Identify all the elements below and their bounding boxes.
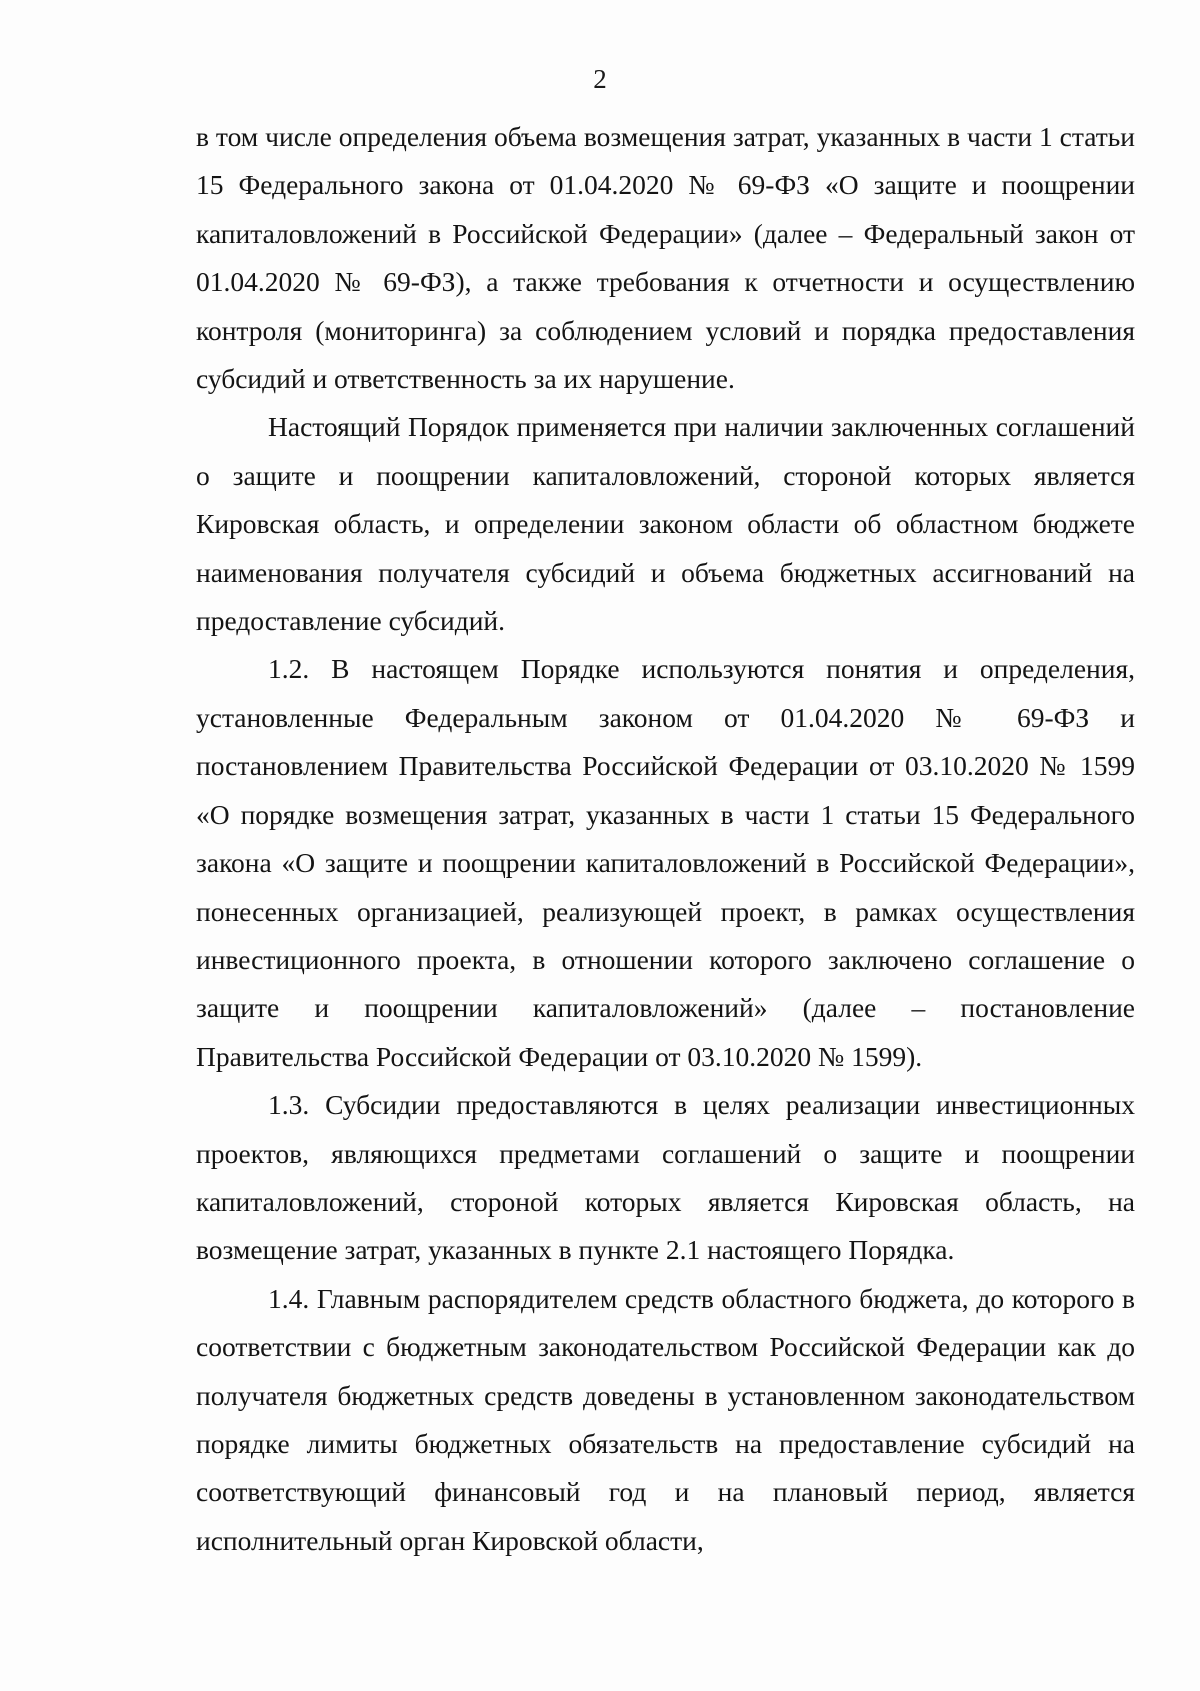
paragraph-1: в том числе определения объема возмещения затрат, указанных в части 1 статьи 15 Федерального закона от 01.04.2020 № 69-ФЗ «О защите и поощрении капиталовложений в Российской Федерации» (далее – Федеральный закон от 01.04.2020 № 69-ФЗ), а также требования к отчетности и осуществлению контроля (мониторинга) за соблюдением условий и порядка предоставления субсидий и ответственность за их нарушение. — [196, 121, 1135, 395]
page-number: 2 — [593, 64, 607, 94]
paragraph-2: Настоящий Порядок применяется при наличии заключенных соглашений о защите и поощрении капиталовложений, стороной которых является Кировская область, и определении законом области об областном бюджете наименования получателя субсидий и объема бюджетных ассигнований на предоставление субсидий. — [196, 411, 1135, 637]
paragraph-5: 1.4. Главным распорядителем средств областного бюджета, до которого в соответствии с бюджетным законодательством Российской Федерации как до получателя бюджетных средств доведены в установленном законодательством порядке лимиты бюджетных обязательств на предоставление субсидий на соответствующий финансовый год и на плановый период, является исполнительный орган Кировской области, — [196, 1282, 1135, 1556]
paragraph-3: 1.2. В настоящем Порядке используются понятия и определения, установленные Федеральным законом от 01.04.2020 № 69-ФЗ и постановлением Правительства Российской Федерации от 03.10.2020 № 1599 «О порядке возмещения затрат, указанных в части 1 статьи 15 Федерального закона «О защите и поощрении капиталовложений в Российской Федерации», понесенных организацией, реализующей проект, в рамках осуществления инвестиционного проекта, в отношении которого заключено соглашение о защите и поощрении капиталовложений» (далее – постановление Правительства Российской Федерации от 03.10.2020 № 1599). — [196, 653, 1135, 1072]
document-body — [196, 113, 1135, 1565]
paragraph-4: 1.3. Субсидии предоставляются в целях реализации инвестиционных проектов, являющихся предметами соглашений о защите и поощрении капиталовложений, стороной которых является Кировская область, на возмещение затрат, указанных в пункте 2.1 настоящего Порядка. — [196, 1089, 1135, 1266]
